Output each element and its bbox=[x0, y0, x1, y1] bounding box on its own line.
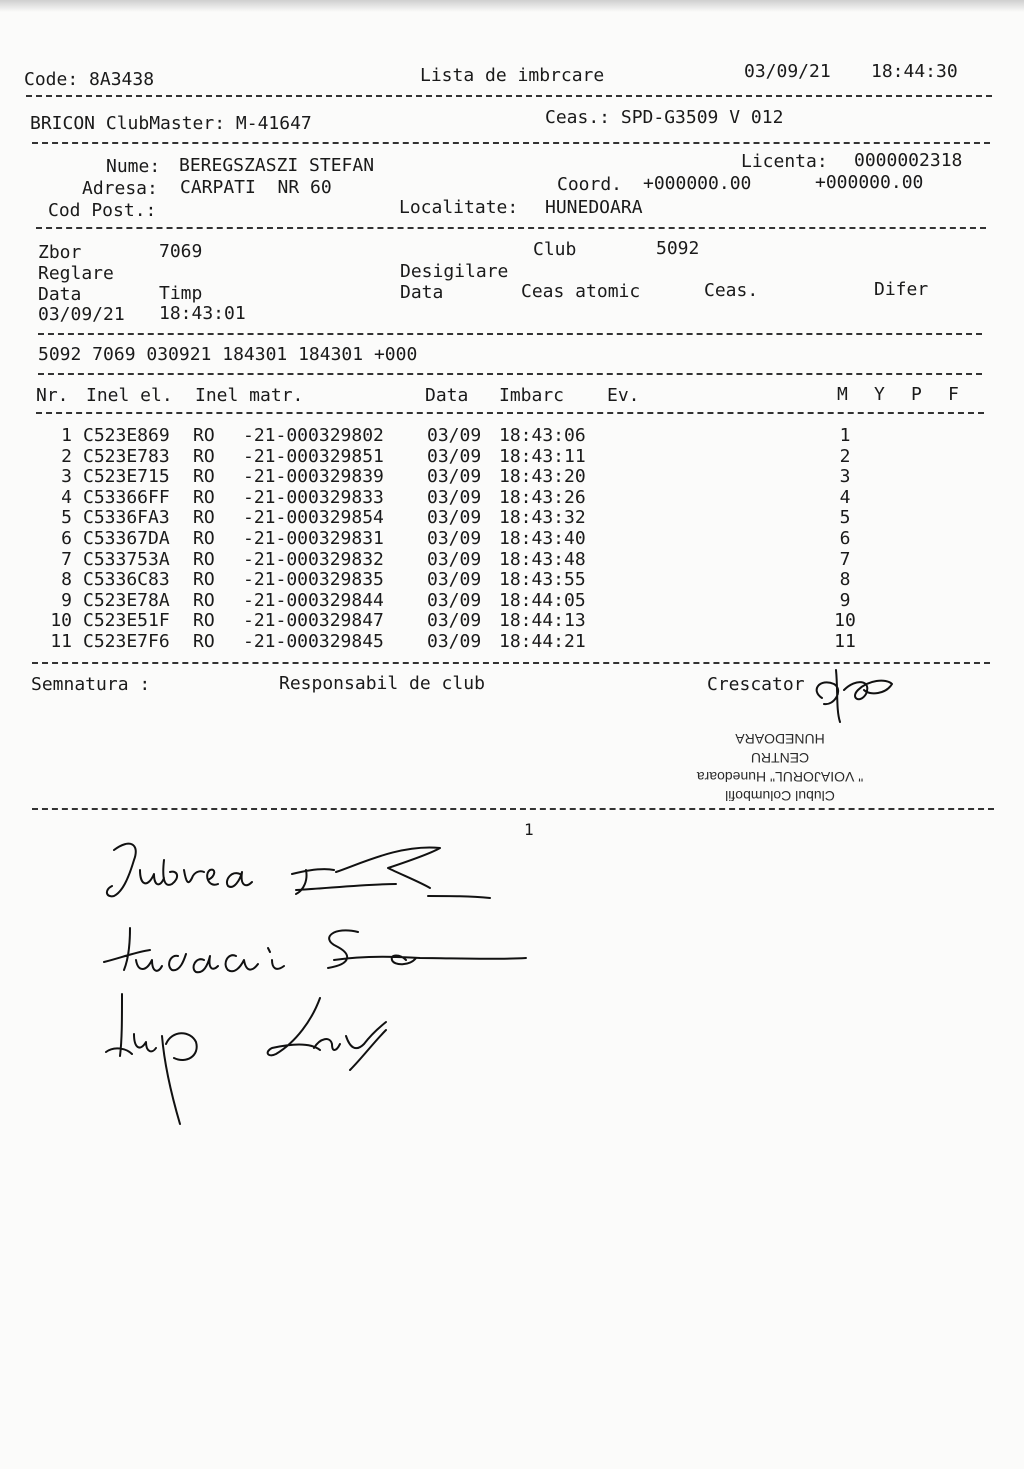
boarding-time: 18:44:21 bbox=[499, 631, 586, 652]
ring-number: -21-000329831 bbox=[243, 528, 384, 549]
setting-label: Reglare bbox=[38, 263, 114, 284]
boarding-time: 18:44:05 bbox=[499, 589, 586, 611]
boarding-time: 18:43:11 bbox=[499, 445, 586, 467]
boarding-date: 03/09 bbox=[427, 425, 482, 446]
separator bbox=[26, 95, 992, 97]
row-number: 4 bbox=[61, 486, 72, 508]
ring-number: -21-000329847 bbox=[243, 610, 384, 632]
m-count: 3 bbox=[839, 466, 851, 488]
row-number: 7 bbox=[61, 548, 72, 570]
ring-number: -21-000329832 bbox=[243, 548, 384, 570]
boarding-time: 18:43:40 bbox=[499, 528, 586, 549]
chip-ring-id: C5336FA3 bbox=[83, 507, 170, 529]
coord-1: +000000.00 bbox=[643, 173, 752, 194]
chip-ring-id: C53367DA bbox=[83, 528, 170, 549]
country-code: RO bbox=[193, 589, 215, 611]
license-label: Licenta: bbox=[741, 151, 828, 172]
boarding-time: 18:43:55 bbox=[499, 569, 586, 591]
col-m: M bbox=[837, 384, 848, 405]
country-code: RO bbox=[193, 486, 215, 508]
summary-code-line: 5092 7069 030921 184301 184301 +000 bbox=[38, 344, 418, 365]
col-boarding: Imbarc bbox=[499, 385, 565, 406]
country-code: RO bbox=[193, 528, 215, 549]
handwritten-signature-1 bbox=[107, 844, 490, 898]
boarding-time: 18:43:26 bbox=[499, 486, 586, 508]
row-number: 9 bbox=[61, 589, 72, 611]
boarding-time: 18:44:13 bbox=[499, 610, 586, 632]
col-chip-ring: Inel el. bbox=[86, 385, 173, 406]
flight-number: 7069 bbox=[159, 241, 203, 262]
row-number: 2 bbox=[61, 445, 72, 467]
boarding-date: 03/09 bbox=[427, 589, 482, 611]
signature-label: Semnatura : bbox=[31, 674, 151, 695]
m-count: 2 bbox=[839, 445, 851, 467]
header-time: 18:44:30 bbox=[871, 61, 958, 82]
boarding-date: 03/09 bbox=[427, 528, 482, 549]
setting-time: 18:43:01 bbox=[159, 303, 246, 324]
handwritten-signature-3 bbox=[106, 994, 386, 1124]
handwritten-signature-2 bbox=[104, 928, 526, 972]
chip-ring-id: C523E78A bbox=[83, 589, 170, 611]
country-code: RO bbox=[193, 569, 215, 591]
chip-ring-id: C533753A bbox=[83, 548, 170, 570]
col-y: Y bbox=[874, 384, 885, 405]
ring-number: -21-000329833 bbox=[243, 486, 384, 508]
separator bbox=[38, 373, 982, 375]
country-code: RO bbox=[193, 610, 215, 632]
clock-label: Ceas. bbox=[704, 280, 759, 301]
club-stamp bbox=[665, 700, 895, 805]
document-code: Code: 8A3438 bbox=[24, 69, 155, 90]
col-date: Data bbox=[425, 385, 469, 406]
boarding-date: 03/09 bbox=[427, 569, 482, 591]
col-f: F bbox=[948, 384, 959, 405]
chip-ring-id: C523E51F bbox=[83, 610, 170, 632]
m-count: 4 bbox=[839, 486, 851, 508]
separator bbox=[36, 412, 984, 414]
m-count: 9 bbox=[839, 589, 851, 611]
clock-info: Ceas.: SPD-G3509 V 012 bbox=[545, 107, 784, 128]
row-number: 11 bbox=[50, 631, 72, 652]
stamp-line-3: CENTRU bbox=[750, 750, 810, 766]
m-count: 6 bbox=[839, 528, 851, 549]
unseal-label: Desigilare bbox=[400, 261, 509, 282]
flight-label: Zbor bbox=[38, 242, 82, 263]
country-code: RO bbox=[193, 507, 215, 529]
breeder-label: Crescator bbox=[707, 674, 805, 695]
chip-ring-id: C523E783 bbox=[83, 445, 170, 467]
boarding-time: 18:43:20 bbox=[499, 466, 586, 488]
col-p: P bbox=[911, 384, 922, 405]
license-number: 0000002318 bbox=[854, 150, 963, 171]
row-number: 8 bbox=[61, 569, 72, 591]
col-ring-number: Inel matr. bbox=[195, 385, 304, 406]
m-count: 7 bbox=[839, 548, 851, 570]
locality-label: Localitate: bbox=[399, 197, 519, 218]
col-nr: Nr. bbox=[36, 385, 69, 406]
boarding-date: 03/09 bbox=[427, 445, 482, 467]
document-title: Lista de imbrcare bbox=[420, 65, 605, 86]
postal-code-label: Cod Post.: bbox=[48, 200, 157, 221]
handwritten-signatures bbox=[100, 830, 530, 1140]
stamp-line-2: " VOIAJORUL" Hunedoara bbox=[696, 769, 864, 785]
ring-number: -21-000329802 bbox=[243, 425, 384, 446]
m-count: 8 bbox=[839, 569, 851, 591]
m-count: 1 bbox=[839, 425, 851, 446]
address: CARPATI NR 60 bbox=[180, 177, 332, 198]
row-number: 10 bbox=[50, 610, 72, 632]
ring-number: -21-000329851 bbox=[243, 445, 384, 467]
ring-number: -21-000329835 bbox=[243, 569, 384, 591]
club-responsible-label: Responsabil de club bbox=[279, 673, 485, 694]
date-label: Data bbox=[38, 284, 82, 305]
col-event: Ev. bbox=[607, 385, 640, 406]
page-edge-shadow bbox=[0, 0, 1024, 12]
club-label: Club bbox=[533, 239, 577, 260]
row-number: 5 bbox=[61, 507, 72, 529]
ring-number: -21-000329839 bbox=[243, 466, 384, 488]
difference-label: Difer bbox=[874, 279, 929, 300]
country-code: RO bbox=[193, 466, 215, 488]
locality: HUNEDOARA bbox=[545, 197, 643, 218]
ring-number: -21-000329844 bbox=[243, 589, 384, 611]
atomic-clock-label: Ceas atomic bbox=[521, 281, 641, 302]
name-label: Nume: bbox=[106, 156, 161, 177]
stamp-line-1: Clubul Columbofil bbox=[725, 788, 835, 804]
chip-ring-id: C5336C83 bbox=[83, 569, 170, 591]
boarding-time: 18:43:48 bbox=[499, 548, 586, 570]
boarding-date: 03/09 bbox=[427, 486, 482, 508]
fancier-name: BEREGSZASZI STEFAN bbox=[179, 155, 375, 176]
row-number: 1 bbox=[61, 425, 72, 446]
coord-2: +000000.00 bbox=[815, 172, 924, 193]
club-number: 5092 bbox=[656, 238, 700, 259]
setting-date: 03/09/21 bbox=[38, 304, 125, 325]
m-count: 10 bbox=[834, 610, 856, 632]
boarding-time: 18:43:32 bbox=[499, 507, 586, 529]
chip-ring-id: C523E715 bbox=[83, 466, 170, 488]
stamp-line-4: HUNEDOARA bbox=[735, 731, 825, 747]
boarding-date: 03/09 bbox=[427, 507, 482, 529]
boarding-date: 03/09 bbox=[427, 610, 482, 632]
separator bbox=[32, 142, 990, 144]
unseal-date-label: Data bbox=[400, 282, 444, 303]
boarding-date: 03/09 bbox=[427, 466, 482, 488]
time-label: Timp bbox=[159, 283, 203, 304]
ring-number: -21-000329845 bbox=[243, 631, 384, 652]
country-code: RO bbox=[193, 631, 215, 652]
chip-ring-id: C523E7F6 bbox=[83, 631, 170, 652]
separator bbox=[36, 227, 986, 229]
row-number: 6 bbox=[61, 528, 72, 549]
ring-number: -21-000329854 bbox=[243, 507, 384, 529]
coord-label: Coord. bbox=[557, 174, 623, 195]
separator bbox=[32, 808, 994, 810]
m-count: 5 bbox=[839, 507, 851, 529]
boarding-date: 03/09 bbox=[427, 631, 482, 652]
country-code: RO bbox=[193, 548, 215, 570]
boarding-date: 03/09 bbox=[427, 548, 482, 570]
country-code: RO bbox=[193, 445, 215, 467]
chip-ring-id: C523E869 bbox=[83, 425, 170, 446]
address-label: Adresa: bbox=[82, 178, 158, 199]
country-code: RO bbox=[193, 425, 215, 446]
m-count: 11 bbox=[834, 631, 856, 652]
header-date: 03/09/21 bbox=[744, 61, 831, 82]
boarding-time: 18:43:06 bbox=[499, 425, 586, 446]
row-number: 3 bbox=[61, 466, 72, 488]
separator bbox=[38, 333, 982, 335]
product-info: BRICON ClubMaster: M-41647 bbox=[30, 113, 312, 134]
page-number: 1 bbox=[524, 820, 534, 839]
chip-ring-id: C53366FF bbox=[83, 486, 170, 508]
